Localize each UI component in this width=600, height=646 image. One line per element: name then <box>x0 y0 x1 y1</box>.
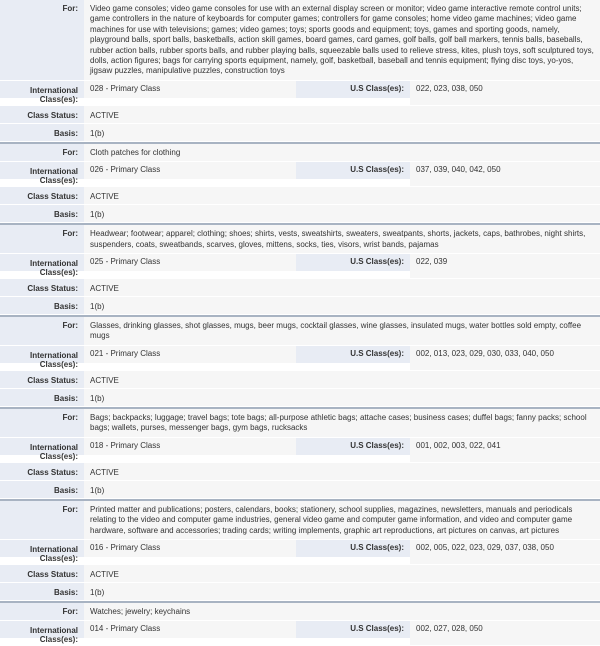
basis-value: 1(b) <box>84 481 600 499</box>
basis-row <box>0 297 600 315</box>
for-label: For: <box>0 0 84 81</box>
intl-class-label: International Class(es): <box>0 254 84 272</box>
intl-class-value: 014 - Primary Class <box>84 621 296 639</box>
intl-class-value: 021 - Primary Class <box>84 346 296 364</box>
class-row <box>0 621 600 646</box>
intl-class-label: International Class(es): <box>0 162 84 180</box>
status-row <box>0 106 600 124</box>
goods-description: Glasses, drinking glasses, shot glasses, mugs, beer mugs, cocktail glasses, wine glasses, insulated mugs, water bottles sold empty, coffee mugs <box>84 317 600 346</box>
basis-value: 1(b) <box>84 124 600 142</box>
class-row <box>0 438 600 463</box>
intl-class-value: 028 - Primary Class <box>84 81 296 99</box>
goods-description: Bags; backpacks; luggage; travel bags; tote bags; all-purpose athletic bags; attache cases; business cases; duffel bags; fanny packs; school bags; wallets, purses, messenger bags, gym bags, rucksacks <box>84 409 600 438</box>
class-status-value: ACTIVE <box>84 371 600 389</box>
class-row <box>0 81 600 106</box>
us-class-label: U.S Class(es): <box>296 540 410 558</box>
goods-row <box>0 603 600 621</box>
us-class-label: U.S Class(es): <box>296 621 410 639</box>
class-status-label: Class Status: <box>0 106 84 124</box>
class-entry <box>0 144 600 225</box>
us-class-label: U.S Class(es): <box>296 162 410 180</box>
class-entry <box>0 409 600 501</box>
us-class-label: U.S Class(es): <box>296 438 410 456</box>
us-class-value: 002, 005, 022, 023, 029, 037, 038, 050 <box>410 540 600 565</box>
intl-class-label: International Class(es): <box>0 540 84 558</box>
us-class-label: U.S Class(es): <box>296 346 410 364</box>
basis-value: 1(b) <box>84 205 600 223</box>
class-row <box>0 162 600 187</box>
class-status-label: Class Status: <box>0 279 84 297</box>
for-label: For: <box>0 317 84 346</box>
intl-class-value: 025 - Primary Class <box>84 254 296 272</box>
goods-row <box>0 317 600 346</box>
us-class-value: 022, 039 <box>410 254 600 279</box>
class-status-label: Class Status: <box>0 187 84 205</box>
class-status-label: Class Status: <box>0 463 84 481</box>
class-entry <box>0 317 600 409</box>
basis-value: 1(b) <box>84 389 600 407</box>
basis-row <box>0 583 600 601</box>
basis-label: Basis: <box>0 297 84 315</box>
us-class-value: 002, 013, 023, 029, 030, 033, 040, 050 <box>410 346 600 371</box>
us-class-label: U.S Class(es): <box>296 254 410 272</box>
intl-class-value: 016 - Primary Class <box>84 540 296 558</box>
goods-description: Cloth patches for clothing <box>84 144 600 162</box>
basis-label: Basis: <box>0 389 84 407</box>
status-row <box>0 371 600 389</box>
status-row <box>0 279 600 297</box>
intl-class-label: International Class(es): <box>0 81 84 99</box>
class-status-label: Class Status: <box>0 371 84 389</box>
status-row <box>0 565 600 583</box>
goods-row <box>0 144 600 162</box>
intl-class-label: International Class(es): <box>0 621 84 639</box>
class-status-value: ACTIVE <box>84 279 600 297</box>
goods-row <box>0 0 600 81</box>
goods-row <box>0 225 600 254</box>
class-row <box>0 346 600 371</box>
for-label: For: <box>0 603 84 621</box>
basis-label: Basis: <box>0 583 84 601</box>
class-row <box>0 540 600 565</box>
us-class-value: 037, 039, 040, 042, 050 <box>410 162 600 187</box>
basis-row <box>0 205 600 223</box>
us-class-value: 002, 027, 028, 050 <box>410 621 600 646</box>
basis-label: Basis: <box>0 124 84 142</box>
for-label: For: <box>0 144 84 162</box>
basis-label: Basis: <box>0 481 84 499</box>
goods-description: Headwear; footwear; apparel; clothing; shoes; shirts, vests, sweatshirts, sweaters, sweatpants, shorts, jackets, caps, bathrobes, night shirts, suspenders, coats, sweatbands, scarves, gloves, mittens, socks, ties, visors, wrist bands, pajamas <box>84 225 600 254</box>
basis-value: 1(b) <box>84 297 600 315</box>
goods-description: Watches; jewelry; keychains <box>84 603 600 621</box>
us-class-value: 001, 002, 003, 022, 041 <box>410 438 600 463</box>
basis-value: 1(b) <box>84 583 600 601</box>
class-entry <box>0 501 600 603</box>
class-status-value: ACTIVE <box>84 106 600 124</box>
class-status-value: ACTIVE <box>84 565 600 583</box>
goods-row <box>0 409 600 438</box>
for-label: For: <box>0 409 84 438</box>
status-row <box>0 463 600 481</box>
class-status-value: ACTIVE <box>84 187 600 205</box>
class-status-label: Class Status: <box>0 565 84 583</box>
intl-class-value: 018 - Primary Class <box>84 438 296 456</box>
goods-description: Video game consoles; video game consoles for use with an external display screen or monitor; video game interactive remote control units; game controllers in the nature of keyboards for computer games; controllers for game consoles; home video game machines; video game machines for use with televisions; games; video games; toys; sports goods and equipment; toys, games and sporting goods, namely, playground balls, sport balls, basketballs, action skill games, board games, card games, golf balls, golf ball markers, tennis balls, baseballs, rubber action balls, rubber sports balls, and rubber playing balls, squeezable balls used to relieve stress, kites, plush toys, soft sculptured toys, dolls, action figures; bags for carrying sports equipment, namely, golf, basketball, baseball and tennis equipment; flying disc toys, yo-yos, jigsaw puzzles, manipulative puzzles, construction toys <box>84 0 600 81</box>
goods-row <box>0 501 600 540</box>
intl-class-label: International Class(es): <box>0 346 84 364</box>
basis-row <box>0 481 600 499</box>
for-label: For: <box>0 225 84 254</box>
us-class-value: 022, 023, 038, 050 <box>410 81 600 106</box>
class-entry <box>0 0 600 144</box>
basis-label: Basis: <box>0 205 84 223</box>
goods-description: Printed matter and publications; posters, calendars, books; stationery, school supplies, magazines, newsletters, manuals and periodicals relating to the video and computer game industries, general video game and computer game information, and video and computer game hardware, software and accessories; trading cards; writing implements, graphic art reproductions, art pictures on canvas, art pictures <box>84 501 600 540</box>
basis-row <box>0 124 600 142</box>
basis-row <box>0 389 600 407</box>
class-status-value: ACTIVE <box>84 463 600 481</box>
us-class-label: U.S Class(es): <box>296 81 410 99</box>
status-row <box>0 187 600 205</box>
for-label: For: <box>0 501 84 540</box>
intl-class-value: 026 - Primary Class <box>84 162 296 180</box>
class-entry <box>0 603 600 646</box>
intl-class-label: International Class(es): <box>0 438 84 456</box>
class-entry <box>0 225 600 317</box>
class-row <box>0 254 600 279</box>
